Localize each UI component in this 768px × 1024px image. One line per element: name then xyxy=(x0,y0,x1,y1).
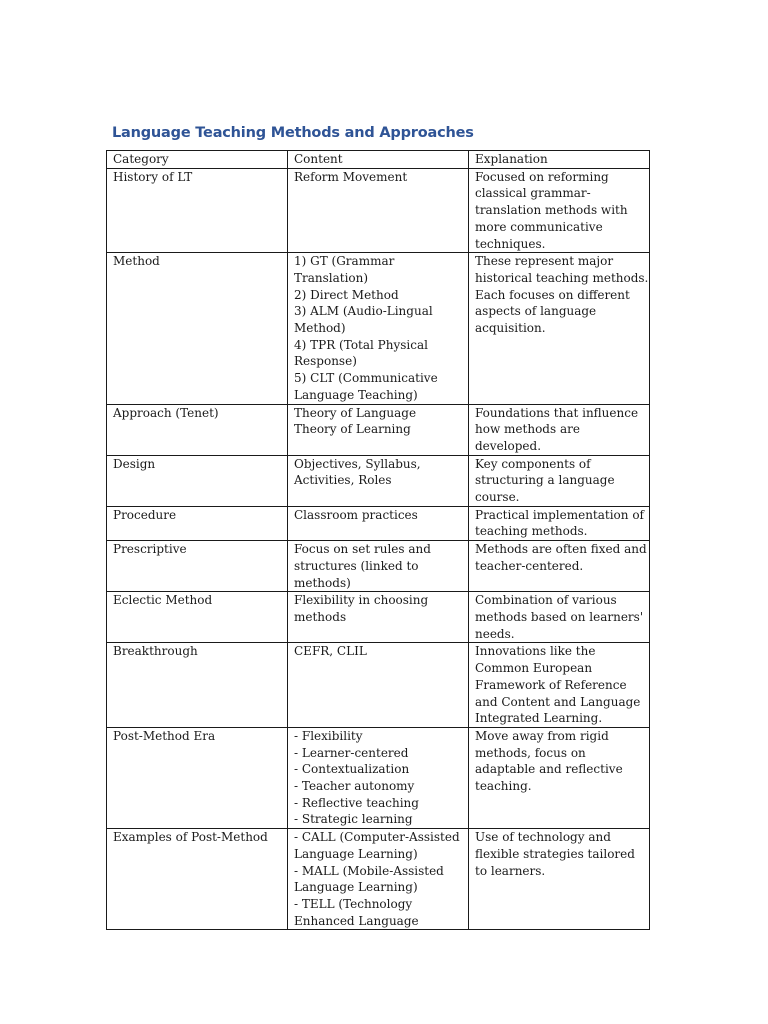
table-row xyxy=(107,541,650,592)
cell-text-line: to learners. xyxy=(475,863,546,878)
table-row xyxy=(107,506,650,540)
table-row xyxy=(107,643,650,728)
cell-text-line: needs. xyxy=(475,626,515,641)
cell-text-line: acquisition. xyxy=(475,321,546,336)
cell-text-line: - Teacher autonomy xyxy=(294,779,415,794)
cell-text-line: Examples of Post-Method xyxy=(113,830,268,845)
cell-text-line: Enhanced Language xyxy=(294,913,419,928)
cell-explanation xyxy=(469,643,650,728)
cell-text-line: Common European xyxy=(475,661,593,676)
cell-text-line: course. xyxy=(475,490,520,505)
cell-text-line: Procedure xyxy=(113,507,177,522)
cell-text-line: Theory of Language xyxy=(294,405,417,420)
cell-content xyxy=(288,168,469,253)
cell-text-line: These represent major xyxy=(475,254,614,269)
cell-category xyxy=(107,506,288,540)
cell-text-line: translation methods with xyxy=(475,203,628,218)
cell-text-line: Objectives, Syllabus, xyxy=(294,456,421,471)
cell-content xyxy=(288,404,469,455)
cell-text-line: Activities, Roles xyxy=(294,473,392,488)
cell-text-line: classical grammar- xyxy=(475,186,591,201)
cell-text-line: techniques. xyxy=(475,236,546,251)
cell-content xyxy=(288,506,469,540)
cell-text-line: Methods are often fixed and xyxy=(475,542,647,557)
column-header xyxy=(107,151,288,169)
cell-text-line: Key components of xyxy=(475,456,591,471)
cell-text-line: Post-Method Era xyxy=(113,728,216,743)
cell-text-line: - Flexibility xyxy=(294,728,363,743)
cell-text-line: - Learner-centered xyxy=(294,745,409,760)
cell-content xyxy=(288,643,469,728)
cell-text-line: developed. xyxy=(475,438,542,453)
cell-explanation xyxy=(469,404,650,455)
cell-text-line: Innovations like the xyxy=(475,644,596,659)
cell-content xyxy=(288,727,469,828)
cell-text-line: methods xyxy=(294,609,347,624)
cell-text-line: Method xyxy=(113,254,160,269)
cell-text-line: Eclectic Method xyxy=(113,593,213,608)
cell-text-line: Use of technology and xyxy=(475,830,611,845)
cell-text-line: Classroom practices xyxy=(294,507,418,522)
cell-text-line: Focus on set rules and xyxy=(294,542,431,557)
cell-category xyxy=(107,455,288,506)
document-title: Language Teaching Methods and Approaches xyxy=(112,125,474,141)
cell-text-line: aspects of language xyxy=(475,304,597,319)
cell-text-line: Language Teaching) xyxy=(294,387,418,402)
cell-explanation xyxy=(469,506,650,540)
cell-text-line: Response) xyxy=(294,354,357,369)
cell-text-line: historical teaching methods. xyxy=(475,270,649,285)
cell-text-line: Design xyxy=(113,456,156,471)
cell-text-line: 1) GT (Grammar xyxy=(294,254,395,269)
cell-content xyxy=(288,253,469,404)
column-header-label: Category xyxy=(113,152,169,166)
cell-text-line: teaching. xyxy=(475,779,532,794)
cell-text-line: Move away from rigid xyxy=(475,728,609,743)
cell-explanation xyxy=(469,455,650,506)
cell-text-line: Theory of Learning xyxy=(294,422,411,437)
cell-text-line: Flexibility in choosing xyxy=(294,593,429,608)
cell-text-line: Each focuses on different xyxy=(475,287,630,302)
cell-content xyxy=(288,592,469,643)
cell-text-line: structuring a language xyxy=(475,473,615,488)
cell-text-line: structures (linked to xyxy=(294,558,419,573)
cell-text-line: Method) xyxy=(294,321,346,336)
cell-text-line: CEFR, CLIL xyxy=(294,644,367,659)
cell-text-line: 4) TPR (Total Physical xyxy=(294,337,428,352)
cell-content xyxy=(288,541,469,592)
cell-text-line: methods) xyxy=(294,575,351,590)
cell-text-line: History of LT xyxy=(113,169,193,184)
cell-category xyxy=(107,592,288,643)
cell-explanation xyxy=(469,727,650,828)
cell-explanation xyxy=(469,829,650,930)
cell-category xyxy=(107,404,288,455)
cell-text-line: Practical implementation of xyxy=(475,507,644,522)
cell-text-line: - CALL (Computer-Assisted xyxy=(294,830,460,845)
cell-text-line: Focused on reforming xyxy=(475,169,609,184)
cell-category xyxy=(107,168,288,253)
cell-text-line: - Reflective teaching xyxy=(294,795,419,810)
cell-content xyxy=(288,455,469,506)
cell-text-line: 5) CLT (Communicative xyxy=(294,371,438,386)
table-row xyxy=(107,829,650,930)
cell-text-line: Framework of Reference xyxy=(475,677,627,692)
cell-text-line: Reform Movement xyxy=(294,169,408,184)
cell-text-line: Breakthrough xyxy=(113,644,198,659)
cell-text-line: - TELL (Technology xyxy=(294,896,413,911)
table-row xyxy=(107,404,650,455)
cell-category xyxy=(107,643,288,728)
cell-text-line: 2) Direct Method xyxy=(294,287,399,302)
cell-category xyxy=(107,829,288,930)
cell-text-line: teaching methods. xyxy=(475,524,588,539)
cell-text-line: methods based on learners' xyxy=(475,609,644,624)
table-row xyxy=(107,455,650,506)
cell-text-line: teacher-centered. xyxy=(475,558,584,573)
cell-text-line: 3) ALM (Audio-Lingual xyxy=(294,304,433,319)
cell-text-line: methods, focus on xyxy=(475,745,586,760)
cell-text-line: Prescriptive xyxy=(113,542,187,557)
cell-text-line: Translation) xyxy=(294,270,369,285)
cell-text-line: Approach (Tenet) xyxy=(113,405,219,420)
table-row xyxy=(107,592,650,643)
cell-text-line: Foundations that influence xyxy=(475,405,639,420)
cell-text-line: Combination of various xyxy=(475,593,617,608)
cell-text-line: Integrated Learning. xyxy=(475,711,603,726)
column-header-label: Explanation xyxy=(475,152,548,166)
methods-table xyxy=(106,150,650,930)
cell-text-line: and Content and Language xyxy=(475,694,641,709)
cell-explanation xyxy=(469,541,650,592)
table-row xyxy=(107,168,650,253)
cell-text-line: how methods are xyxy=(475,422,580,437)
cell-content xyxy=(288,829,469,930)
cell-text-line: Language Learning) xyxy=(294,880,418,895)
column-header xyxy=(288,151,469,169)
cell-text-line: - MALL (Mobile-Assisted xyxy=(294,863,444,878)
column-header-label: Content xyxy=(294,152,343,166)
cell-text-line: - Contextualization xyxy=(294,762,410,777)
cell-explanation xyxy=(469,168,650,253)
cell-explanation xyxy=(469,253,650,404)
cell-category xyxy=(107,253,288,404)
column-header xyxy=(469,151,650,169)
cell-category xyxy=(107,727,288,828)
cell-text-line: - Strategic learning xyxy=(294,812,413,827)
table-row xyxy=(107,727,650,828)
table-row xyxy=(107,253,650,404)
cell-text-line: more communicative xyxy=(475,219,603,234)
cell-text-line: adaptable and reflective xyxy=(475,762,623,777)
cell-text-line: flexible strategies tailored xyxy=(475,846,635,861)
table-header-row xyxy=(107,151,650,169)
cell-explanation xyxy=(469,592,650,643)
cell-category xyxy=(107,541,288,592)
cell-text-line: Language Learning) xyxy=(294,846,418,861)
